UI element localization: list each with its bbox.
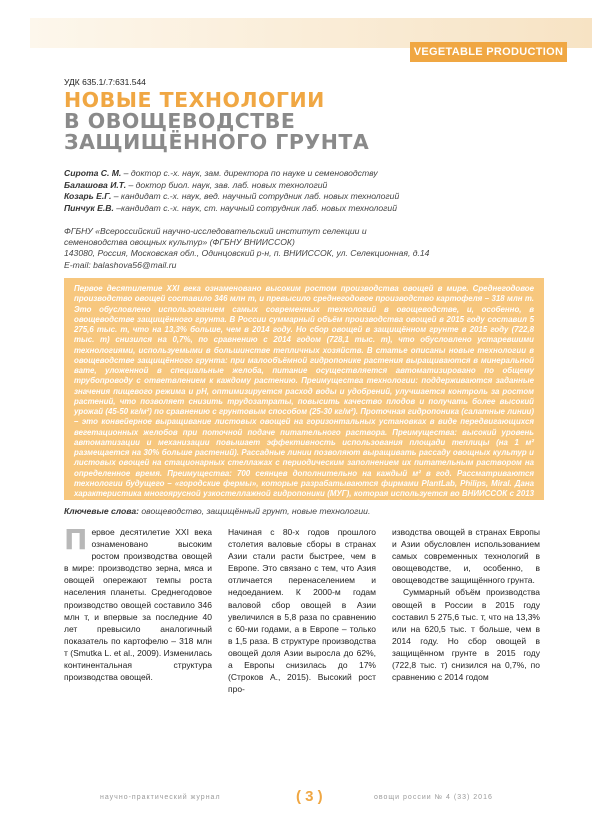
udk-code: УДК 635.1/.7:631.544 — [64, 77, 146, 87]
page-footer — [64, 788, 544, 806]
affiliation — [64, 226, 429, 271]
keywords-text: овощеводство, защищённый грунт, новые технологии. — [139, 506, 371, 516]
author-role: – доктор биол. наук, зав. лаб. новых технологий — [126, 179, 328, 190]
body-column-1 — [64, 523, 212, 683]
section-label: VEGETABLE PRODUCTION — [410, 42, 567, 62]
footer-journal: научно-практический журнал — [100, 794, 221, 801]
author-role: –кандидат с.-х. наук, ст. научный сотрудник лаб. новых технологий — [113, 202, 397, 213]
article-title — [64, 90, 369, 153]
author-name: Сирота С. М. — [64, 168, 122, 178]
affiliation-line: семеноводства овощных культур» (ФГБНУ ВНИИССОК) — [64, 237, 295, 248]
author-name: Балашова И.Т. — [64, 179, 127, 190]
author-name: Пинчук Е.В. — [64, 202, 114, 213]
footer-issue: овощи россии № 4 (33) 2016 — [374, 794, 493, 801]
author-entry — [64, 191, 399, 203]
page-number-value: 3 — [305, 788, 314, 805]
affiliation-line: ФГБНУ «Всероссийский научно-исследовательский институт селекции и — [64, 226, 367, 236]
affiliation-address: 143080, Россия, Московская обл., Одинцовский р-н, п. ВНИИССОК, ул. Селекционная, д.14 — [64, 248, 430, 259]
body-paragraph: Начиная с 80-х годов прошлого столетия валовые сборы в странах Азии стали расти быстрее, чем в Европе. Это связано с тем, что Азия отличается перенаселением и недоеданием. К 2000-м годам валовой сбор овощей в Азии увеличился в 5,8 раза по сравнению с 60-ми годами, а в Европе – только в 1,5 раза. В структуре производства овощей доля Азии выросла до 62%, а Европы снизилась до 17% (Строков А., 2015). Высокий рост про- — [228, 527, 376, 695]
author-entry — [64, 203, 399, 215]
author-entry — [64, 168, 399, 180]
body-paragraph: Суммарный объём производства овощей в России в 2015 году составил 5 275,6 тыс. т, что на 13,3% или на 620,5 тыс. т больше, чем в 2014 году. Но сбор овощей в защищённом грунте в 2015 году (722,8 тыс. т) снизился на 0,7%, по сравнению с 2014 годом — [392, 587, 540, 683]
body-column-3 — [392, 526, 540, 683]
drop-cap: П — [64, 523, 88, 556]
body-paragraph: изводства овощей в странах Европы и Азии обусловлен использованием самых современных технологий в овощеводстве, и, особенно, в овощеводстве защищённого грунта. — [392, 527, 540, 586]
author-list — [64, 168, 399, 214]
keywords-label: Ключевые слова: — [64, 506, 139, 516]
title-line-3: ЗАЩИЩЁННОГО ГРУНТА — [64, 130, 370, 154]
author-role: – кандидат с.-х. наук, вед. научный сотрудник лаб. новых технологий — [111, 191, 400, 201]
body-column-2 — [228, 526, 376, 695]
body-paragraph: ервое десятилетие XXI века ознаменовано высоким ростом производства овощей в мире: производство зерна, мяса и овощей опережают темпы роста населения планеты. Среднегодовое производство овощей составило 346 млн т, и впервые за последние 40 лет превысило аналогичный показатель по картофелю – 318 млн т (Smutka L. et al., 2009). Изменилась континентальная структура производства овощей. — [64, 527, 212, 683]
title-line-2: В ОВОЩЕВОДСТВЕ — [64, 109, 296, 133]
author-role: – доктор с.-х. наук, зам. директора по науке и семеноводству — [121, 168, 378, 178]
keywords — [64, 506, 370, 516]
author-name: Козарь Е.Г. — [64, 191, 112, 201]
abstract-box: Первое десятилетие XXI века ознаменовано высоким ростом производства овощей в мире. Среднегодовое производство овощей составило 346 млн т, и превысило среднегодовое производство картофеля – 318 млн т. Это обусловлено использованием самых современных технологий в овощеводстве, и, особенно, в овощеводстве защищённого грунта. В России суммарный объём производства овощей в 2015 году составил 5 275,6 тыс. т, что на 13,3% больше, чем в 2014 году. Но сбор овощей в защищённом грунте в 2015 году (722,8 тыс. т) снизился на 0,7%, по сравнению с 2014 годом (728,1 тыс. т), что обусловлено устаревшими технологиями, используемыми в большинстве тепличных хозяйств. В статье описаны новые технологии в овощеводстве защищённого грунта: при малообъёмной гидропонике растения выращиваются в минеральной вате, уложенной в специальные желоба, питание осуществляется автоматизировано по общему трубопроводу с ответвлением к каждому растению. Преимущества технологии: поддерживаются заданные значения пищевого режима и pH, оптимизируется расход воды и удобрений, улучшается контроль за ростом растений, что позволяет снизить трудозатраты, повысить качество плодов и получать более высокий урожай (45-50 кг/м²) по сравнению с грунтовым способом (25-30 кг/м²). Проточная гидропоника (салатные линии) – это конвейерное выращивание листовых овощей на горизонтальных установках в виде передвигающихся вегетационных желобов при поточной подаче питательного раствора. Преимущества: высокий уровень автоматизации и механизации повышает эффективность использования площади теплицы (на 1 м² размещается на 30% больше растений). Рассадные линии позволяют выращивать рассаду овощных культур и листовых овощей на стационарных стеллажах с периодическим заполнением их питательным раствором на определенное время. Преимущества: 700 сеянцев дополнительно на каждый м² в год. Рассматриваются технологии будущего – «городские фермы», которые разрабатываются фирмами PlantLab, Philips, Miral. Дана характеристика многоярусной узкостеллажной гидропоники (МУГ), которая используется во ВНИИССОК с 2013 — [64, 278, 544, 500]
author-entry — [64, 180, 399, 192]
title-line-1: НОВЫЕ ТЕХНОЛОГИИ — [64, 88, 325, 112]
page-number: ( 3 ) — [296, 788, 323, 805]
email-link[interactable]: E-mail: balashova56@mail.ru — [64, 259, 177, 270]
